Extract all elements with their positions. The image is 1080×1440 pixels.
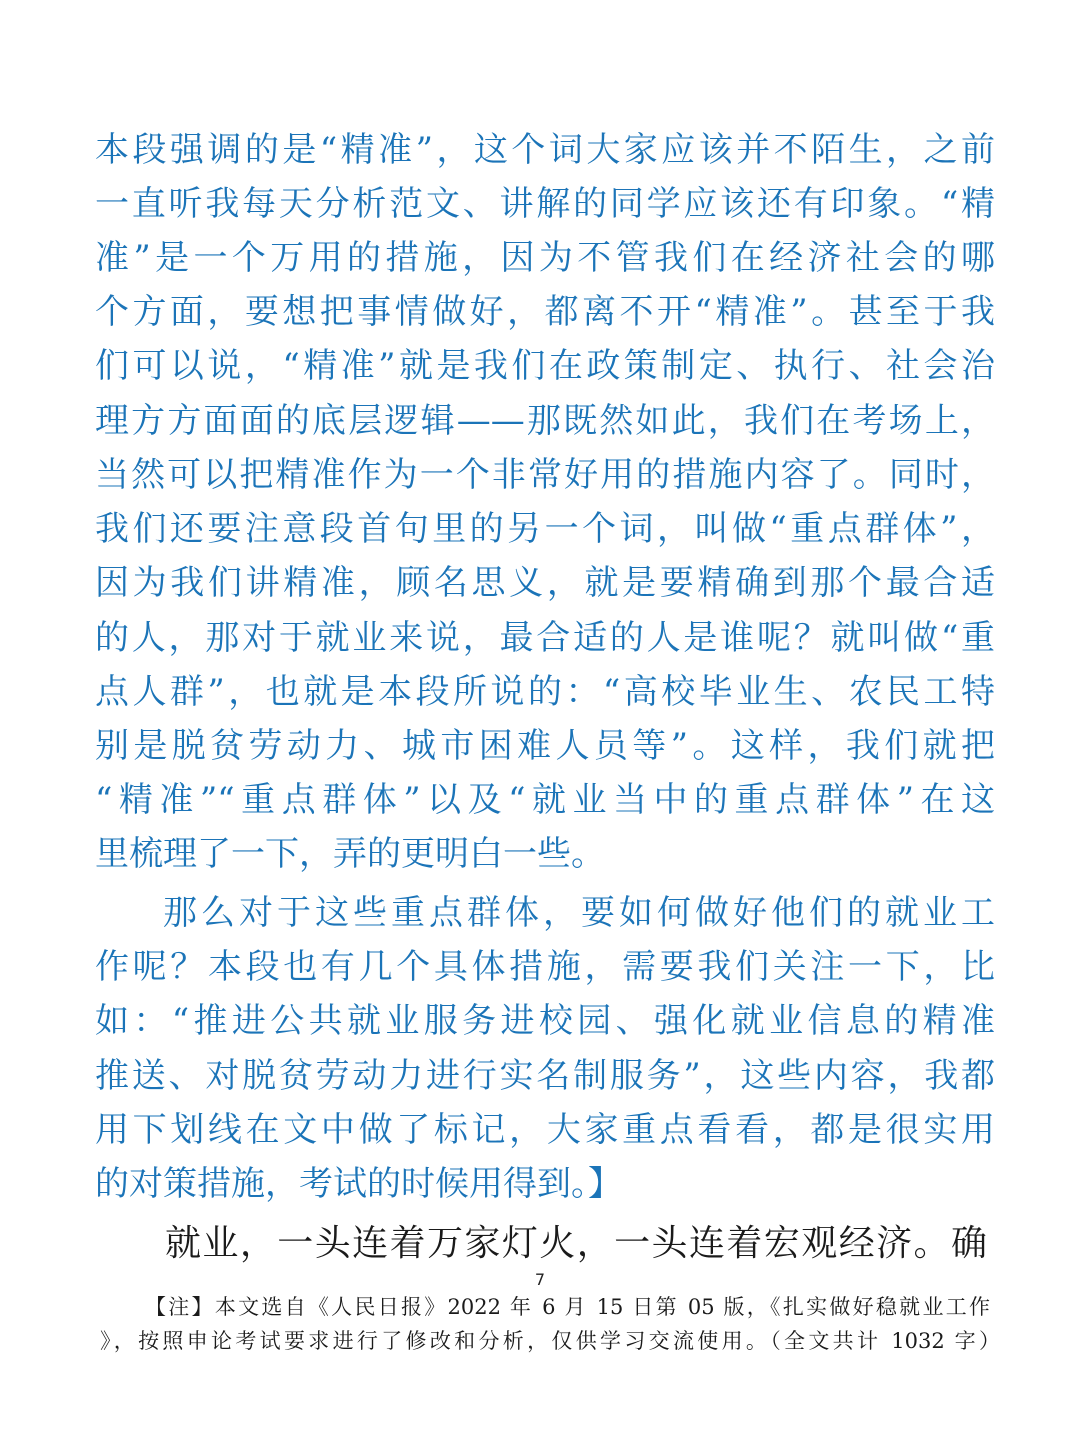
commentary-line: 本段强调的是“精准”，这个词大家应该并不陌生，之前	[95, 130, 995, 170]
commentary-line: 里梳理了一下，弄的更明白一些。	[95, 834, 605, 874]
footnote-line: 》，按照申论考试要求进行了修改和分析，仅供学习交流使用。（全文共计 1032 字）	[100, 1329, 1000, 1353]
commentary-line: 们可以说，“精准”就是我们在政策制定、执行、社会治	[95, 346, 995, 386]
commentary-line: 当然可以把精准作为一个非常好用的措施内容了。同时，	[95, 455, 995, 495]
body-text-line: 就业，一头连着万家灯火，一头连着宏观经济。确	[165, 1223, 987, 1264]
commentary-line: 点人群”，也就是本段所说的：“高校毕业生、农民工特	[95, 672, 995, 712]
commentary-line: 作呢？本段也有几个具体措施，需要我们关注一下，比	[95, 947, 995, 987]
commentary-line: 因为我们讲精准，顾名思义，就是要精确到那个最合适	[95, 563, 995, 603]
commentary-line: 我们还要注意段首句里的另一个词，叫做“重点群体”，	[95, 509, 995, 549]
commentary-line: 用下划线在文中做了标记，大家重点看看，都是很实用	[95, 1110, 995, 1150]
commentary-line: “精准”“重点群体”以及“就业当中的重点群体”在这	[95, 780, 995, 820]
commentary-line: 别是脱贫劳动力、城市困难人员等”。这样，我们就把	[95, 726, 995, 766]
commentary-line: 的对策措施，考试的时候用得到。】	[95, 1164, 622, 1204]
commentary-line: 推送、对脱贫劳动力进行实名制服务”，这些内容，我都	[95, 1056, 995, 1096]
commentary-line: 一直听我每天分析范文、讲解的同学应该还有印象。“精	[95, 184, 995, 224]
page-number: 7	[534, 1270, 546, 1289]
commentary-line: 准”是一个万用的措施，因为不管我们在经济社会的哪	[95, 238, 995, 278]
commentary-line: 个方面，要想把事情做好，都离不开“精准”。甚至于我	[95, 292, 995, 332]
commentary-line: 的人，那对于就业来说，最合适的人是谁呢？就叫做“重	[95, 618, 995, 658]
commentary-line: 那么对于这些重点群体，要如何做好他们的就业工	[163, 893, 995, 933]
commentary-line: 理方方面面的底层逻辑——那既然如此，我们在考场上，	[95, 401, 995, 441]
footnote-line: 【注】本文选自《人民日报》2022 年 6 月 15 日第 05 版，《扎实做好稳就业工作	[145, 1295, 990, 1319]
commentary-line: 如：“推进公共就业服务进校园、强化就业信息的精准	[95, 1001, 995, 1041]
